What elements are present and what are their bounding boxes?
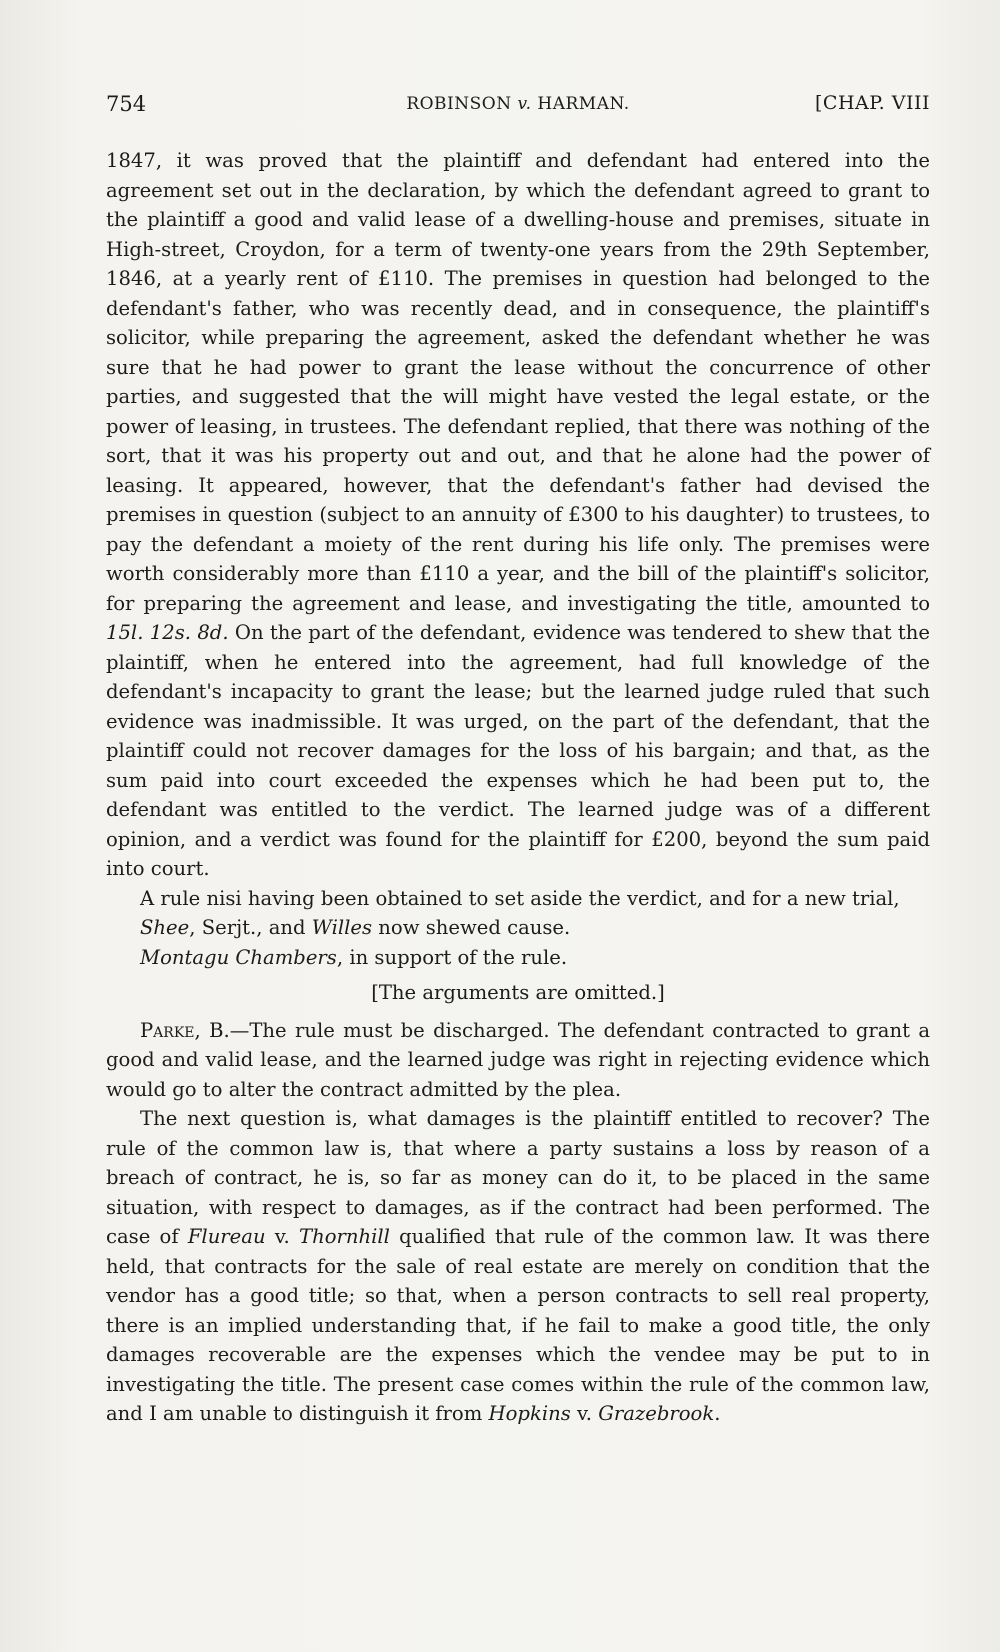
case-thornhill: Thornhill [299, 1225, 390, 1248]
counsel-cause-mid: , Serjt., and [189, 916, 312, 939]
arguments-omitted-note: [The arguments are omitted.] [371, 981, 665, 1004]
paragraph-judgment-text: —The rule must be discharged. The defendant contracted to grant a good and valid lease, and the learned judge was right in rejecting evidence which would go to alter the contract admitted by the plea. [106, 1018, 930, 1101]
paragraph-damages-text-b: qualified that rule of the common law. It was there held, that contracts for the sale of real estate are merely on condition that the vendor has a good title; so that, when a person contracts to sell real property, there is an implied understanding that, if he fail to make a good title, the only damages recoverable are the expenses which the vendee may be put to in investigating the title. The present case comes within the rule of the common law, and I am unable to distinguish it from [106, 1225, 930, 1425]
running-title [106, 94, 930, 114]
page-content [106, 84, 930, 1429]
counsel-name-willes: Willes [311, 916, 373, 939]
judge-title: , B. [194, 1018, 230, 1042]
chapter-label: [CHAP. VIII [815, 92, 930, 114]
body-text [106, 146, 930, 1429]
case-versus-1: v. [265, 1225, 300, 1248]
paragraph-damages [106, 1104, 930, 1429]
counsel-cause [106, 913, 930, 943]
counsel-support-end: , in support of the rule. [336, 945, 568, 969]
running-title-plaintiff: ROBINSON [406, 94, 518, 114]
case-flureau: Flureau [187, 1225, 266, 1248]
amount-pounds: 15l. [106, 621, 144, 644]
paragraph-facts-rest: On the part of the defendant, evidence was tendered to shew that the plaintiff, when he entered into the agreement, had full knowledge of the defendant's incapacity to grant the lease; but the learned judge ruled that such evidence was inadmissible. It was urged, on the part of the defendant, that the plaintiff could not recover damages for the loss of his bargain; and that, as the sum paid into court exceeded the expenses which he had been put to, the defendant was entitled to the verdict. The learned judge was of a different opinion, and a verdict was found for the plaintiff for £200, beyond the sum paid into court. [106, 621, 930, 880]
case-hopkins: Hopkins [488, 1402, 571, 1425]
paragraph-rule-nisi: A rule nisi having been obtained to set aside the verdict, and for a new trial, [140, 886, 900, 910]
running-title-versus: v. [517, 94, 532, 114]
case-versus-2: v. [570, 1402, 599, 1425]
paragraph-facts-text: 1847, it was proved that the plaintiff and defendant had entered into the agreement set out in the declaration, by which the defendant agreed to grant to the plaintiff a good and valid lease of a dwelling-house and premises, situate in High-street, Croydon, for a term of twenty-one years from the 29th September, 1846, at a yearly rent of £110. The premises in question had belonged to the defendant's father, who was recently dead, and in consequence, the plaintiff's solicitor, while preparing the agreement, asked the defendant whether he was sure that he had power to grant the lease without the concurrence of other parties, and suggested that the will might have vested the legal estate, or the power of leasing, in trustees. The defendant replied, that there was nothing of the sort, that it was his property out and out, and that he alone had the power of leasing. It appeared, however, that the defendant's father had devised the premises in question (subject to an annuity of £300 to his daughter) to trustees, to pay the defendant a moiety of the rent during his life only. The premises were worth considerably more than £110 a year, and the bill of the plaintiff's solicitor, for preparing the agreement and lease, and investigating the title, amounted to [106, 149, 930, 615]
running-title-defendant: HARMAN. [531, 94, 630, 114]
judge-name: Parke [140, 1018, 195, 1042]
paragraph-judgment [106, 1016, 930, 1105]
page-number: 754 [106, 92, 147, 116]
counsel-name-shee: Shee [140, 916, 190, 939]
counsel-name-chambers: Montagu Chambers [140, 945, 337, 969]
page-header [106, 84, 930, 124]
counsel-support [106, 943, 930, 973]
paragraph-damages-text-a: The next question is, what damages is the plaintiff entitled to recover? The rule of the common law is, that where a party sustains a loss by reason of a breach of contract, he is, so far as money can do it, to be placed in the same situation, with respect to damages, as if the contract had been performed. The case of [106, 1107, 930, 1248]
amount-shillings: 12s. [149, 621, 191, 644]
paragraph-damages-end: . [714, 1402, 721, 1425]
amount-pence: 8d. [197, 621, 229, 644]
counsel-cause-end: now shewed cause. [372, 916, 571, 939]
case-grazebrook: Grazebrook [598, 1402, 715, 1425]
paragraph-facts [106, 146, 930, 884]
